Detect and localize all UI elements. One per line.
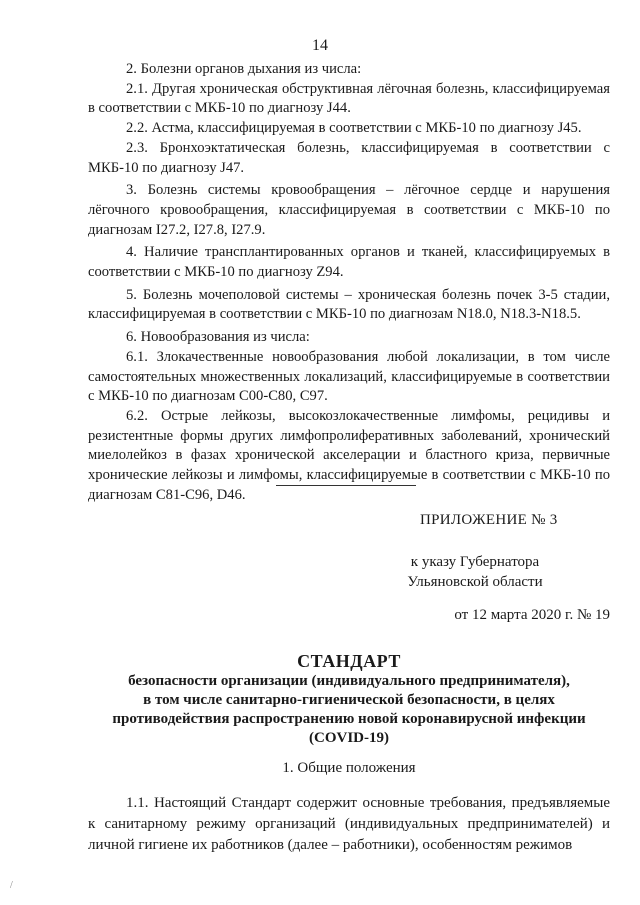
standard-subtitle-line: (COVID-19) — [309, 730, 389, 746]
list-item: 3. Болезнь системы кровообращения – лёгочное сердце и нарушения лёгочного кровообращения, классифицируемая в соответствии с МКБ-10 по диагнозам I27.2, I27.8, I27.9. — [88, 182, 610, 238]
list-item: 6.2. Острые лейкозы, высокозлокачественные лимфомы, рецидивы и резистентные формы других лимфопролиферативных заболеваний, хронический миелолейкоз в фазах хронической акселерации и бластного криза, первичные хронические лейкозы и лимфомы, классифицируемые в соответствии с МКБ-10 по диагнозам C81-C96, D46. — [88, 407, 610, 503]
list-item: 2.1. Другая хроническая обструктивная лёгочная болезнь, классифицируемая в соответствии с МКБ-10 по диагнозу J44. — [88, 80, 610, 117]
diagnosis-list — [88, 60, 610, 505]
list-item: 6.1. Злокачественные новообразования любой локализации, в том числе самостоятельных множественных локализаций, классифицируемые в соответствии с МКБ-10 по диагнозам C00-C80, C97. — [88, 348, 610, 405]
appendix-line-2: Ульяновской области — [407, 574, 543, 590]
list-item: 2. Болезни органов дыхания из числа: — [126, 61, 362, 77]
scan-artifact: / — [10, 880, 13, 891]
standard-heading: СТАНДАРТ — [297, 651, 401, 671]
separator-line — [276, 485, 416, 486]
list-item: 2.3. Бронхоэктатическая болезнь, классифицируемая в соответствии с МКБ-10 по диагнозу J47. — [88, 139, 610, 176]
appendix-reference — [340, 552, 610, 592]
body-paragraph: 1.1. Настоящий Стандарт содержит основные требования, предъявляемые к санитарному режиму организаций (индивидуальных предпринимателей) и личной гигиене их работников (далее – работники), особенностям режимов — [88, 795, 610, 853]
list-item: 2.2. Астма, классифицируемая в соответствии с МКБ-10 по диагнозу J45. — [126, 120, 582, 137]
section-title: 1. Общие положения — [282, 760, 416, 776]
page-number: 14 — [312, 37, 328, 54]
standard-subtitle-line: противодействия распространению новой коронавирусной инфекции — [112, 711, 586, 727]
appendix-title: ПРИЛОЖЕНИЕ № 3 — [420, 512, 558, 528]
appendix-line-1: к указу Губернатора — [410, 554, 540, 570]
standard-subtitle-line: в том числе санитарно-гигиенической безопасности, в целях — [143, 692, 555, 708]
standard-subtitle-line: безопасности организации (индивидуального предпринимателя), — [128, 673, 570, 689]
standard-title-block — [88, 650, 610, 748]
appendix-date: от 12 марта 2020 г. № 19 — [454, 607, 610, 623]
list-item: 5. Болезнь мочеполовой системы – хроническая болезнь почек 3-5 стадии, классифицируемая в соответствии с МКБ-10 по диагнозам N18.0, N18.3-N18.5. — [88, 286, 610, 323]
list-item: 4. Наличие трансплантированных органов и тканей, классифицируемых в соответствии с МКБ-10 по диагнозу Z94. — [88, 244, 610, 281]
list-item: 6. Новообразования из числа: — [126, 329, 310, 346]
